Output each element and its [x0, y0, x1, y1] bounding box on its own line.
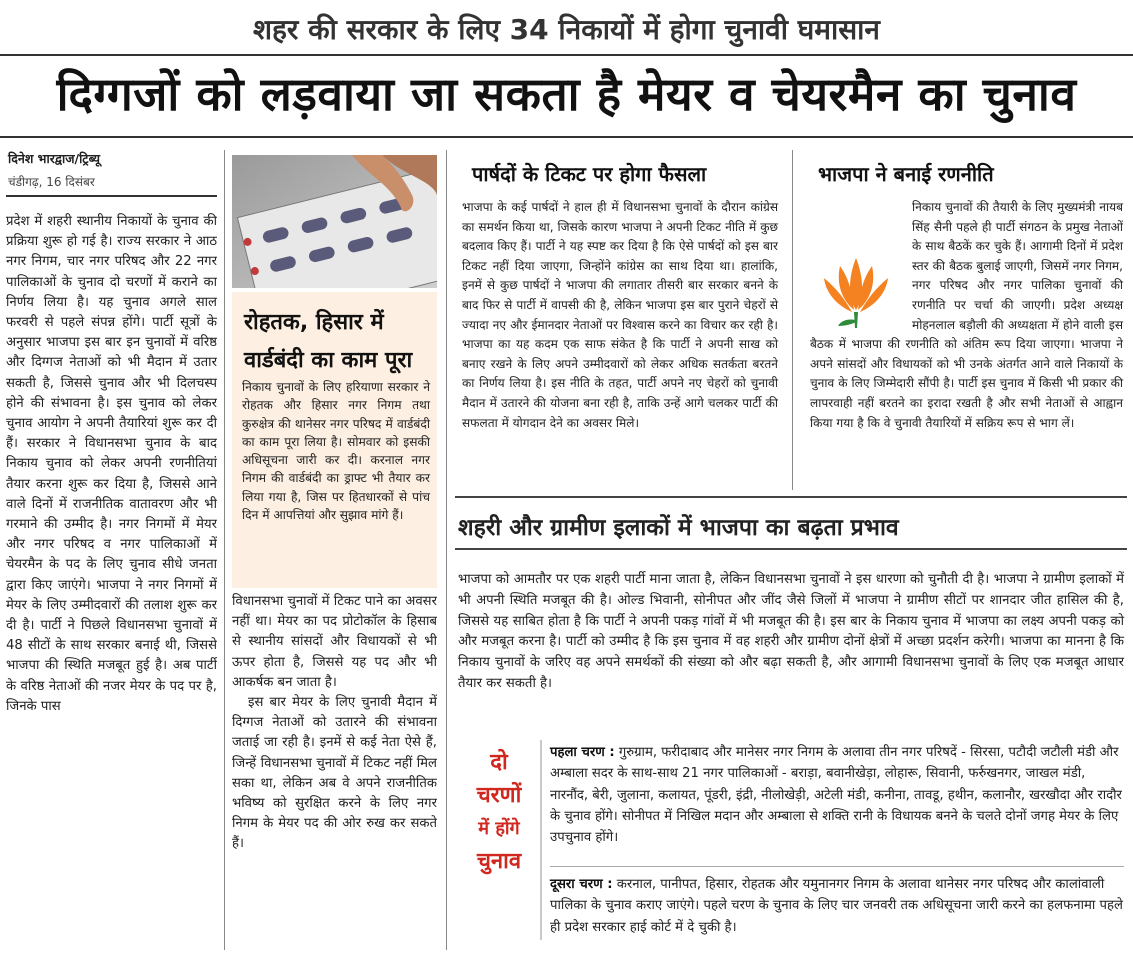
- callout-line: चरणों: [476, 783, 522, 808]
- article-column-1: प्रदेश में शहरी स्थानीय निकायों के चुनाव की प्रक्रिया शुरू हो गई है। राज्य सरकार ने आठ नगर निगम, चार नगर परिषद और 22 नगर पालिकाओं के चुनाव दो चरणों में कराने का निर्णय लिया है। यह चुनाव अगले साल फरवरी से पहले संपन्न होंगे। पार्टी सूत्रों के अनुसार भाजपा इस बार इन चुनावों में वरिष्ठ और दिग्गज नेताओं को भी मैदान में उतार सकती है, जिससे चुनाव और भी दिलचस्प होने की संभावना है। इस चुनाव को लेकर चुनाव आयोग ने अपनी तैयारियां शुरू कर दी हैं। सरकार ने विधानसभा चुनाव के बाद निकाय चुनाव को लेकर अपनी रणनीतियां तैयार करना शुरू कर दिया है, जिससे आने वाले दिनों में राजनीतिक वातावरण और भी गरमाने की उम्मीद है। नगर निगमों में मेयर और नगर परिषद व नगर पालिकाओं में चेयरमैन के पद के लिए चुनाव सीधे जनता द्वारा किए जाएंगे। भाजपा ने नगर निगमों में मेयर के लिए उम्मीदवारों की तलाश शुरू कर दी है। पार्टी ने पिछले विधानसभा चुनावों में 48 सीटों के साथ सरकार बनाई थी, जिससे भाजपा की स्थिति मजबूत हुई है। अब पार्टी के वरिष्ठ नेताओं की नजर मेयर के पद पर है, जिनके पास: [6, 214, 217, 714]
- callout-line: दो: [490, 750, 508, 775]
- evm-photo: [232, 155, 437, 288]
- phase-text: गुरुग्राम, फरीदाबाद और मानेसर नगर निगम के अलावा तीन नगर परिषदें - सिरसा, पटौदी जटौली मंडी और अम्बाला सदर के साथ-साथ 21 नगर पालिकाओं - बराड़ा, बवानीखेड़ा, लोहारू, सिवानी, फर्रुखनगर, जाखल मंडी, नारनौंद, बेरी, जुलाना, कलायत, पूंडरी, इंद्री, नीलोखेड़ी, अटेली मंडी, कनीना, तावडू, हथीन, कलानौर, खरखौदा और रादौर के चुनाव होंगे। सोनीपत में निखिल मदान और अम्बाला से शक्ति रानी के विधायक बनने के चलते दोनों जगह मेयर के लिए उपचुनाव होंगे।: [550, 745, 1122, 846]
- phase-text: करनाल, पानीपत, हिसार, रोहतक और यमुनानगर निगम के अलावा थानेसर नगर परिषद और कालांवाली पालिका के चुनाव कराए जाएंगे। पहले चरण के चुनाव के लिए चार जनवरी तक अधिसूचना जारी करने का हलफनामा पहले ही प्रदेश सरकार हाई कोर्ट में दे चुकी है।: [550, 877, 1123, 935]
- column-divider: [792, 150, 793, 490]
- divider: [550, 866, 1124, 867]
- section-title: शहरी और ग्रामीण इलाकों में भाजपा का बढ़ता प्रभाव: [458, 515, 899, 541]
- phase-two: [550, 874, 1124, 938]
- sidebar-title-line: वार्डबंदी का काम पूरा: [244, 348, 413, 373]
- callout-line: चुनाव: [476, 849, 522, 874]
- dateline: चंडीगढ़, 16 दिसंबर: [8, 175, 95, 189]
- callout-line: में होंगे: [478, 818, 520, 839]
- sidebar-title-line: रोहतक, हिसार में: [244, 310, 384, 335]
- paragraph: इस बार मेयर के लिए चुनावी मैदान में दिग्गज नेताओं को उतारने की संभावना जताई जा रही है। इनमें से कई नेता ऐसे हैं, जिन्हें विधानसभा चुनावों में टिकट नहीं मिल सका था, लेकिन अब वे अपने राजनीतिक भविष्य को सुरक्षित करने के लिए नगर निगम के मेयर पद की ओर रुख कर सकते हैं।: [232, 695, 437, 852]
- main-headline: दिग्गजों को लड़वाया जा सकता है मेयर व चेयरमैन का चुनाव: [56, 67, 1077, 121]
- section-body: भाजपा को आमतौर पर एक शहरी पार्टी माना जाता है, लेकिन विधानसभा चुनावों ने इस धारणा को चुनौती दी है। भाजपा ने ग्रामीण इलाकों में भी अपनी स्थिति मजबूत की है। ओल्ड भिवानी, सोनीपत और जींद जैसे जिलों में भाजपा ने ग्रामीण सीटों पर शानदार जीत हासिल की है, जिससे यह साबित होता है कि पार्टी ने अपनी पकड़ गांवों में भी मजबूत की है। इस बार के निकाय चुनाव में भाजपा का लक्ष्य अपनी पकड़ को और मजबूत करना है। पार्टी को उम्मीद है कि इस चुनाव में वह शहरी और ग्रामीण दोनों क्षेत्रों में अच्छा प्रदर्शन करेगी। भाजपा का मानना है कि निकाय चुनावों के जरिए वह अपने समर्थकों की संख्या को और बढ़ा सकती है, और आगामी विधानसभा चुनावों के लिए एक मजबूत आधार तैयार कर सकती है।: [458, 572, 1124, 691]
- phase-one: [550, 742, 1124, 848]
- paragraph: विधानसभा चुनावों में टिकट पाने का अवसर नहीं था। मेयर का पद प्रोटोकॉल के हिसाब से स्थानीय सांसदों और विधायकों से भी ऊपर होता है, जिससे यह पद और भी आकर्षक बन जाता है।: [232, 594, 437, 690]
- divider: [6, 195, 217, 197]
- section-text: निकाय चुनावों की तैयारी के लिए मुख्यमंत्री नायब सिंह सैनी पहले ही पार्टी संगठन के प्रमुख नेताओं के साथ बैठकें कर चुके हैं। आगामी दिनों में प्रदेश स्तर की बैठक बुलाई जाएगी, जिसमें नगर निगम, नगर परिषद और नगर पालिका चुनावों की रणनीति पर चर्चा की जाएगी। प्रदेश अध्यक्ष मोहनलाल बड़ौली की अध्यक्षता में होने वाली इस बैठक में भाजपा की रणनीति को अंतिम रूप दिया जाएगा। भाजपा ने अपने सांसदों और विधायकों को भी उनके अंतर्गत आने वाले निकायों के चुनाव के लिए जिम्मेदारी सौंपी है। पार्टी इस चुनाव में किसी भी प्रकार की लापरवाही नहीं बरतने का इरादा रखती है और सभी नेताओं से आह्वान किया गया है कि वे चुनावी तैयारियों में सक्रिय रूप से भाग लें।: [810, 200, 1123, 430]
- byline: दिनेश भारद्वाज/ट्रिब्यू: [8, 151, 101, 166]
- column-divider: [446, 150, 447, 950]
- section-title: पार्षदों के टिकट पर होगा फैसला: [472, 162, 707, 186]
- kicker-headline: शहर की सरकार के लिए 34 निकायों में होगा चुनावी घमासान: [253, 13, 880, 46]
- phase-label: पहला चरण :: [550, 745, 615, 760]
- section-title: भाजपा ने बनाई रणनीति: [818, 162, 994, 186]
- phase-label: दूसरा चरण :: [550, 877, 613, 892]
- section-body: [810, 198, 1123, 433]
- divider: [455, 548, 1127, 550]
- article-column-2: [232, 592, 437, 947]
- section-body: भाजपा के कई पार्षदों ने हाल ही में विधानसभा चुनावों के दौरान कांग्रेस का समर्थन किया था, जिसके कारण भाजपा ने अपनी टिकट नीति में कुछ बदलाव किए हैं। पार्टी ने यह स्पष्ट कर दिया है कि ऐसे पार्षदों को इस बार टिकट नहीं दिया जाएगा, जिन्होंने कांग्रेस का साथ दिया था। हालांकि, इनमें से कुछ पार्षदों ने भाजपा की लगातार तीसरी बार सरकार बनने के बाद फिर से पार्टी में वापसी की है, लेकिन भाजपा इस बार पुराने चेहरों से ज्यादा नए और ईमानदार नेताओं पर विश्वास करने का विचार कर रही है। भाजपा का यह कदम एक साफ संकेत है कि पार्टी ने अपनी साख को बनाए रखने के लिए अपने उम्मीदवारों को लेकर अधिक सतर्कता बरतने का निर्णय लिया है। इस नीति के तहत, पार्टी अपने नए चेहरों को चुनावी मैदान में उतारने की योजना बना रही है, ताकि उन्हें आगे चलकर पार्टी की सफलता में योगदान देने का अवसर मिले।: [462, 200, 778, 430]
- column-divider: [540, 740, 542, 940]
- divider: [455, 496, 1127, 498]
- bjp-lotus-icon: [810, 238, 902, 330]
- column-divider: [224, 150, 225, 950]
- divider: [0, 54, 1133, 56]
- sidebar-box: [232, 292, 437, 588]
- sidebar-box-body: निकाय चुनावों के लिए हरियाणा सरकार ने रोहतक और हिसार नगर निगम तथा कुरुक्षेत्र की थानेसर नगर परिषद में वार्डबंदी का काम पूरा लिया है। सोमवार को इसकी अधिसूचना जारी कर दी। करनाल नगर निगम की वार्डबंदी का ड्राफ्ट भी तैयार कर लिया गया है, जिस पर हितधारकों से पांच दिन में आपत्तियां और सुझाव मांगे हैं।: [242, 380, 430, 523]
- sidebar-box-title: [244, 304, 429, 380]
- divider: [0, 136, 1133, 138]
- two-phases-callout: [462, 746, 536, 906]
